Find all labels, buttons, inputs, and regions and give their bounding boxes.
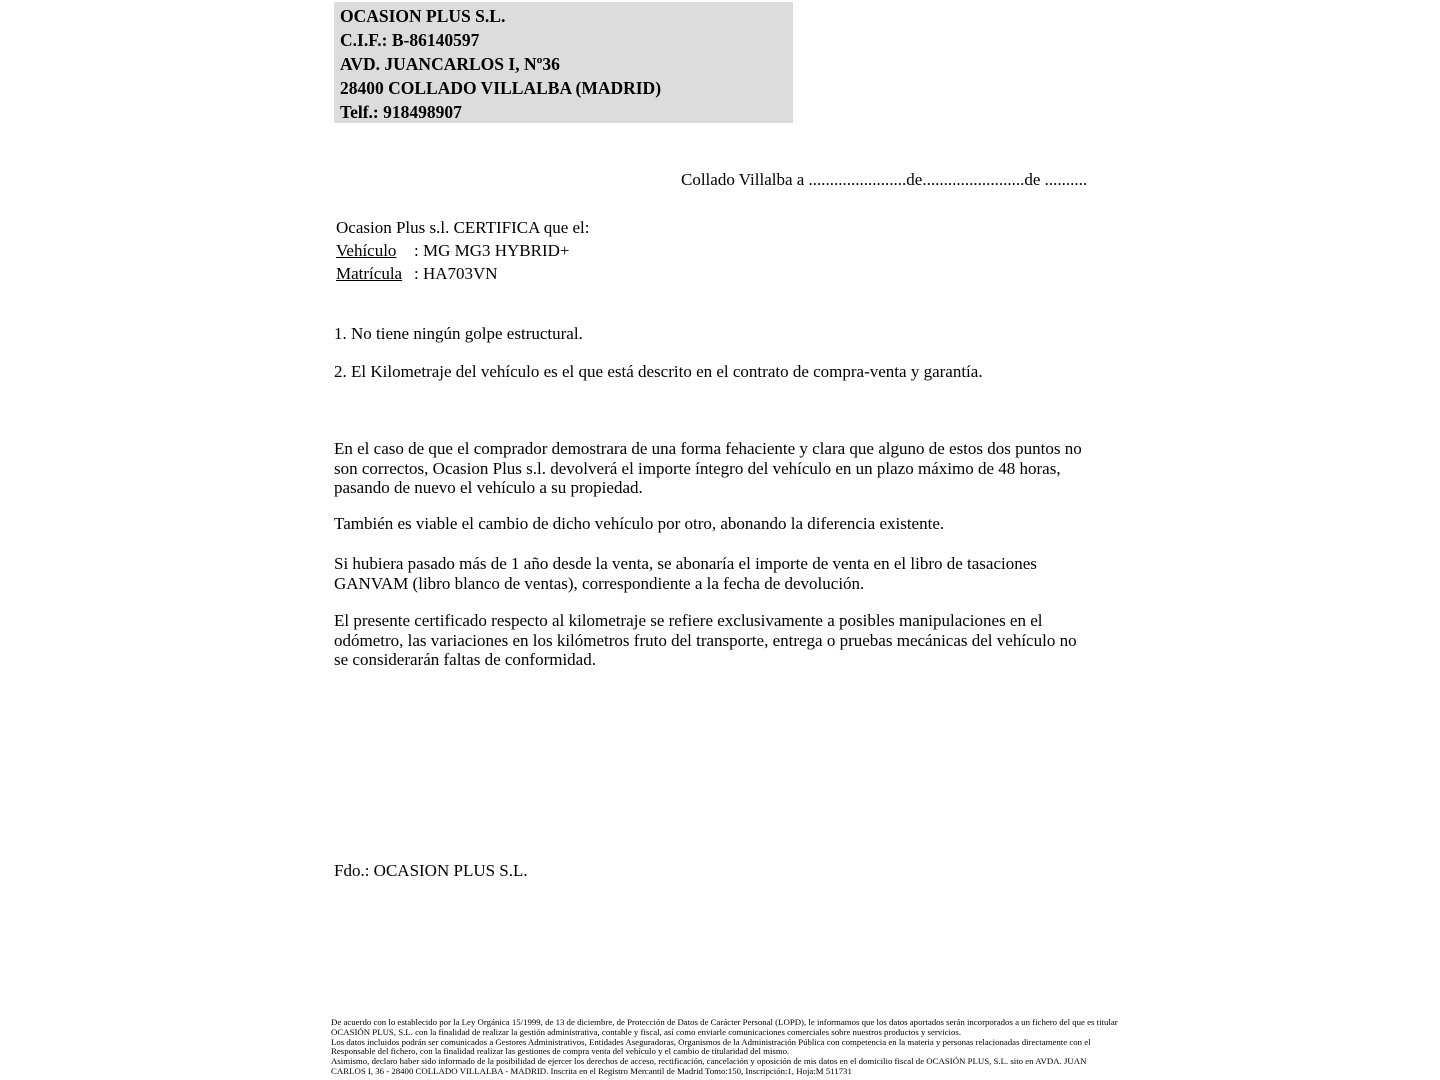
company-phone: Telf.: 918498907 [340, 102, 462, 122]
vehicle-label: Vehículo [336, 241, 397, 260]
paragraph-refund-terms: En el caso de que el comprador demostrara de una forma fehaciente y clara que alguno de estos dos puntos no son correctos, Ocasion Plus s.l. devolverá el importe íntegro del vehículo en un plazo máximo de 48 horas, pasando de nuevo el vehículo a su propiedad. [334, 439, 1082, 497]
certificate-point-1: 1. No tiene ningún golpe estructural. [334, 324, 583, 343]
paragraph-ganvam: Si hubiera pasado más de 1 año desde la venta, se abonaría el importe de venta en el libro de tasaciones GANVAM (libro blanco de ventas), correspondiente a la fecha de devolución. [334, 554, 1037, 593]
company-header-box [334, 2, 793, 123]
paragraph-exchange-option: También es viable el cambio de dicho vehículo por otro, abonando la diferencia existente. [334, 514, 945, 533]
company-cif: C.I.F.: B-86140597 [340, 30, 480, 50]
vehicle-value: : MG MG3 HYBRID+ [414, 241, 570, 260]
plate-value: : HA703VN [414, 264, 498, 283]
certify-block [336, 216, 590, 285]
certify-intro: Ocasion Plus s.l. CERTIFICA que el: [336, 218, 590, 237]
paragraph-odometer-disclaimer: El presente certificado respecto al kilometraje se refiere exclusivamente a posibles manipulaciones en el odómetro, las variaciones en los kilómetros fruto del transporte, entrega o pruebas mecánicas del vehículo no se considerarán faltas de conformidad. [334, 611, 1077, 669]
company-address: AVD. JUANCARLOS I, Nº36 [340, 54, 560, 74]
certificate-point-2: 2. El Kilometraje del vehículo es el que está descrito en el contrato de compra-venta y garantía. [334, 362, 983, 381]
signature-line: Fdo.: OCASION PLUS S.L. [334, 861, 528, 880]
vehicle-row [336, 239, 590, 262]
legal-paragraph-data-sharing: Los datos incluidos podrán ser comunicados a Gestores Administrativos, Entidades Aseguradoras, Organismos de la Administración Pública con competencia en la materia y personas relacionadas directamente con el Responsable del fichero, con la finalidad realizar las gestiones de compra venta del vehículo y el cambio de titularidad del mismo. [331, 1036, 1091, 1057]
company-name: OCASION PLUS S.L. [340, 6, 506, 26]
plate-row [336, 262, 590, 285]
legal-paragraph-lopd: De acuerdo con lo establecido por la Ley Orgánica 15/1999, de 13 de diciembre, de Protección de Datos de Carácter Personal (LOPD), le informamos que los datos aportados serán incorporados a un fichero del que es titular OCASIÓN PLUS, S.L. con la finalidad de realizar la gestión administrativa, contable y fiscal, así como enviarle comunicaciones comerciales sobre nuestros productos y servicios. [331, 1017, 1118, 1037]
plate-label: Matrícula [336, 264, 403, 283]
company-city: 28400 COLLADO VILLALBA (MADRID) [340, 78, 662, 98]
date-line: Collado Villalba a .......................de........................de .......... [681, 170, 1088, 189]
legal-paragraph-rights: Asimismo, declaro haber sido informado de la posibilidad de ejercer los derechos de acceso, rectificación, cancelación y oposición de mis datos en el domicilio fiscal de OCASIÓN PLUS, S.L. sito en AVDA. JUAN CARLOS I, 36 - 28400 COLLADO VILLALBA - MADRID. Inscrita en el Registro Mercantil de Madrid Tomo:150, Inscripción:1, Hoja:M 511731 [331, 1056, 1087, 1076]
legal-fine-print [331, 1018, 1131, 1077]
